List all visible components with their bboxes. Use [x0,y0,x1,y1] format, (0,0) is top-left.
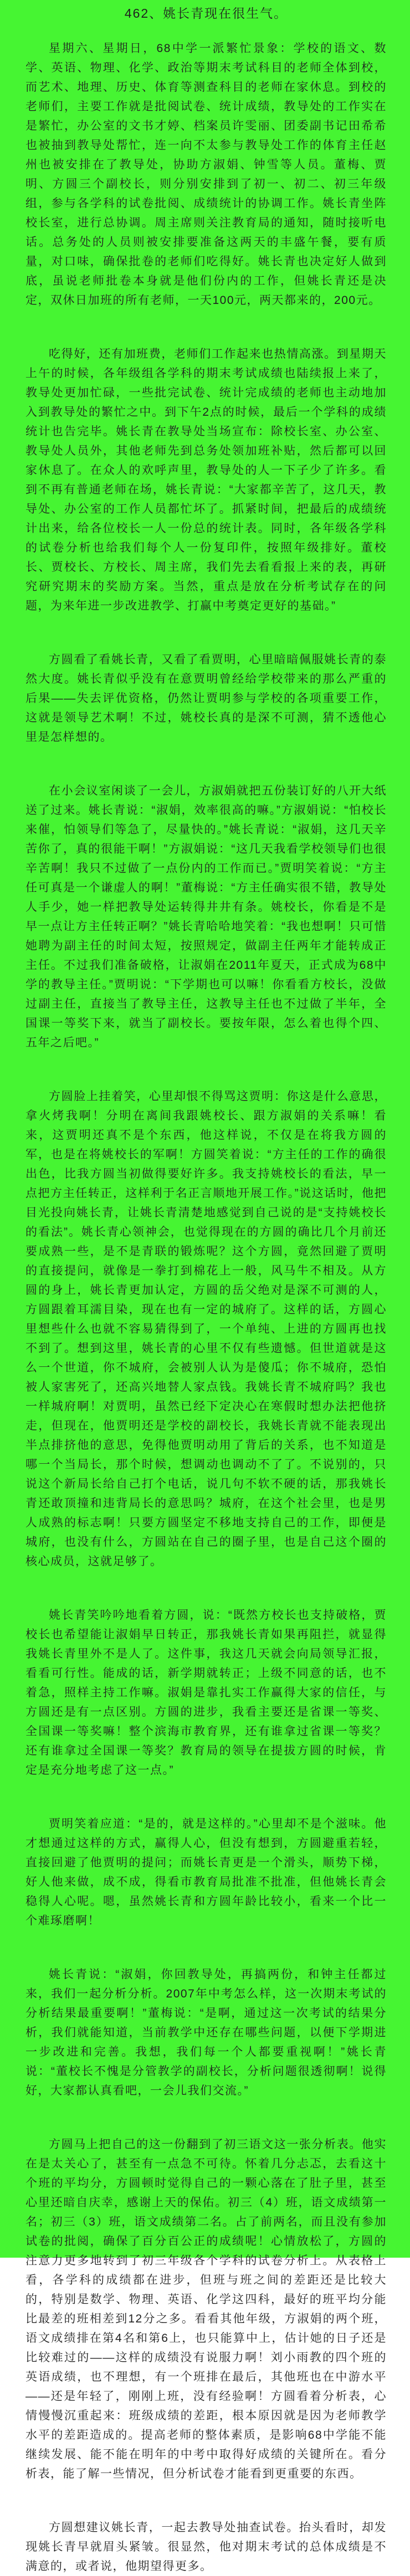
chapter-title: 462、姚长青现在很生气。 [124,6,288,20]
paragraph: 姚长青说：“淑娟，你回教导处，再搞两份，和钟主任都过来，我们一起分析分析。2007年中考怎么样，这一次期末考试的分析结果最重要啊！”董梅说：“是啊，通过这一次考试的结果分析，我们就能知道，当前教学中还存在哪些问题，以便下学期进一步改进和完善。我想，我们每一个人都要重视啊！”姚长青说：“董校长不愧是分管教学的副校长，分析问题很透彻啊！说得好，大家都认真看吧，一会儿我们交流。” [25,1968,387,2097]
paragraph: 姚长青笑吟吟地看着方圆，说：“既然方校长也支持破格，贾校长也希望能让淑娟早日转正，那我姚长青如果再阻拦，就显得我姚长青里外不是人了。这件事，我这几天就会向局领导汇报，看看可行性。能成的话，新学期就转正；上级不同意的话，也不着急，照样主持工作嘛。淑娟是靠扎实工作赢得大家的信任，与方圆还是有一点区别。方圆的进步，我看主要还是省课一等奖、全国课一等奖嘛！整个滨海市教育界，还有谁拿过省课一等奖？还有谁拿过全国课一等奖？教育局的领导在提拔方圆的时候，肯定是充分地考虑了这一点。” [25,1609,387,1777]
chapter-body [25,39,387,2576]
paragraph: 方圆想建议姚长青，一起去教导处抽查试卷。抬头看时，却发现姚长青早就眉头紧皱。很显然，他对期末考试的总体成绩是不满意的，或者说，他期望得更多。 [25,2521,387,2573]
paragraph: 方圆脸上挂着笑，心里却恨不得骂这贾明：你这是什么意思，拿火烤我啊！分明在离间我跟姚校长、跟方淑娟的关系嘛！看来，这贾明还真不是个东西，他这样说，不仅是在将我方圆的军，也是在将姚校长的军啊！方圆笑着说：“方主任的工作的确很出色，比我方圆当初做得要好许多。我支持姚校长的看法，早一点把方主任转正，这样利于名正言顺地开展工作。”说这话时，他把目光投向姚长青，让姚长青清楚地感觉到自己说的是“支持姚校长的看法”。姚长青心领神会，也觉得现在的方圆的确比几个月前还要成熟一些，是不是青联的锻炼呢？这个方圆，竟然回避了贾明的直接提问，就像是一拳打到棉花上一般，风马牛不相及。从方圆的身上，姚长青更加认定，方圆的岳父绝对是深不可测的人，方圆跟着耳濡目染，现在也有一定的城府了。这样的话，方圆心里想些什么也就不容易猜得到了，一个单纯、上进的方圆再也找不到了。想到这里，姚长青的心里不仅有些遗憾。但世道就是这么一个世道，你不城府，会被别人认为是傻瓜；你不城府，恐怕被人家害死了，还高兴地替人家点钱。我姚长青不城府吗？我也一样城府啊！对贾明，虽然已经下定决心在寒假时想办法把他挤走，但现在，他贾明还是学校的副校长，我姚长青就不能表现出半点排挤他的意思，免得他贾明动用了背后的关系，也不知道是哪一个当局长，那个时候，想调动也调动不了了。不说别的，只说这个新局长给自己打个电话，说几句不软不硬的话，那我姚长青还敢顶撞和违背局长的意思吗？城府，在这个社会里，也是男人成熟的标志啊！只要方圆坚定不移地支持自己的工作，即便是城府，也没有什么，方圆站在自己的圈子里，也是自己这个圈的核心成员，这就足够了。 [25,1090,387,1568]
paragraph: 贾明笑着应道：“是的，就是这样的。”心里却不是个滋味。他才想通过这样的方式，赢得人心，但没有想到，方圆避重若轻，直接回避了他贾明的提问；而姚长青更是一个滑头，顺势下梯，好人他来做，成不成，得看市教育局批准不批准，但他姚长青会稳得人心呢。嗯，虽然姚长青和方圆年龄比较小，看来一个比一个难琢磨啊！ [25,1818,387,1927]
paragraph: 方圆看了看姚长青，又看了看贾明，心里暗暗佩服姚长青的泰然大度。姚长青似乎没有在意贾明曾经给学校带来的那么严重的后果——失去评优资格，仍然让贾明参与学校的各项重要工作，这就是领导艺术啊！不过，姚校长真的是深不可测，猜不透他心里是怎样想的。 [25,653,387,744]
paragraph: 星期六、星期日，68中学一派繁忙景象：学校的语文、数学、英语、物理、化学、政治等期末考试科目的老师全体到校，而艺术、地理、历史、体育等测查科目的老师在家休息。到校的老师们，主要工作就是批阅试卷、统计成绩，教导处的工作实在是繁忙，办公室的文书才婷、档案员许雯丽、团委副书记田希希也被抽到教导处帮忙，连一向不太参与教导处工作的体育主任赵州也被安排在了教导处，协助方淑娟、钟雪等人员。董梅、贾明、方圆三个副校长，则分别安排到了初一、初二、初三年级组，参与各学科的试卷批阅、成绩统计的协调工作。姚长青坐阵校长室，进行总协调。周主席则关注教育局的通知，随时接听电话。总务处的人员则被安排要准备这两天的丰盛午餐，要有质量，对口味，确保批卷的老师们吃得好。姚长青也决定好人做到底，虽说老师批卷本身就是他们份内的工作，但姚长青还是决定，双休日加班的所有老师，一天100元，两天都来的，200元。 [25,42,387,307]
paragraph: 在小会议室闲谈了一会儿，方淑娟就把五份装订好的八开大纸送了过来。姚长青说：“淑娟，效率很高的嘛。”方淑娟说：“怕校长来催，怕领导们等急了，尽量快的。”姚长青说：“淑娟，这几天辛苦你了，真的很能干啊！”方淑娟说：“这几天我看学校领导们也很辛苦啊！我只不过做了一点份内的工作而已。”贾明笑着说：“方主任可真是一个谦虚人的啊！”董梅说：“方主任确实很不错，教导处人手少，她一样把教导处运转得井井有条。姚校长，你看是不是早一点让方主任转正啊？”姚长青哈哈地笑着：“我也想啊！只可惜她聘为副主任的时间太短，按照规定，做副主任两年才能转成正主任。不过我们准备破格，让淑娟在2011年夏天，正式成为68中学的教导主任。”贾明说：“下学期也可以嘛！你看看方校长，没做过副主任，直接当了教导主任，这教导主任也不过做了半年，全国课一等奖下来，就当了副校长。要按年限，怎么着也得个四、五年之后吧。” [25,784,387,1049]
paragraph: 吃得好，还有加班费，老师们工作起来也热情高涨。到星期天上午的时候，各年级组各学科的期末考试成绩也陆续报上来了，教导处更加忙碌，一些批完试卷、统计完成绩的老师也主动地加入到教导处的繁忙之中。到下午2点的时候，最后一个学科的成绩统计也告完毕。姚长青在教导处当场宣布：除校长室、办公室、教导处人员外，其他老师先到总务处领加班补贴，然后都可以回家休息了。在众人的欢呼声里，教导处的人一下子少了许多。看到不再有普通老师在场，姚长青说：“大家都辛苦了，这几天，教导处、办公室的工作人员都忙坏了。抓紧时间，把最后的成绩统计出来，给各位校长一人一份总的统计表。同时，各年级各学科的试卷分析也给我们每个人一份复印件，按照年级排好。董校长、贾校长、方校长、周主席，我们先去看看报上来的表，再研究研究期末的奖励方案。当然，重点是放在分析考试存在的问题，为来年进一步改进教学、打赢中考奠定更好的基础。” [25,348,387,612]
paragraph: 方圆马上把自己的这一份翻到了初三语文这一张分析表。他实在是太关心了，甚至有一点急不可待。怀着几分忐忑，去看这十个班的平均分，方圆顿时觉得自己的一颗心落在了肚子里，甚至心里还暗自庆幸，感谢上天的保佑。初三（4）班，语文成绩第一名；初三（3）班，语文成绩第二名。占了前两名，而且没有参加试卷的批阅，确保了百分百公正的成绩呢！心情放松了，方圆的注意力更多地转到了初三年级各个学科的试卷分析上。从表格上看，各学科的成绩都在进步，但班与班之间的差距还是比较大的，特别是数学、物理、英语、化学这四科，最好的班平均分能比最差的班相差到12分之多。看看其他年级，方淑娟的两个班，语文成绩排在第4名和第6上，也只能算中上，估计她的日子还是比较难过的——这样的成绩没有说服力啊！刘小雨教的四个班的英语成绩，也不理想，有一个班排在最后，其他班也在中游水平——还是年轻了，刚刚上班，没有经验啊！方圆看着分析表，心情慢慢沉重起来：班级成绩的差距，根本原因就是因为老师教学水平的差距造成的。提高老师的整体素质，是影响68中学能不能继续发展、能不能在明年的中考中取得好成绩的关键所在。看分析表，能了解一些情况，但分析试卷才能看到更重要的东西。 [25,2138,387,2480]
